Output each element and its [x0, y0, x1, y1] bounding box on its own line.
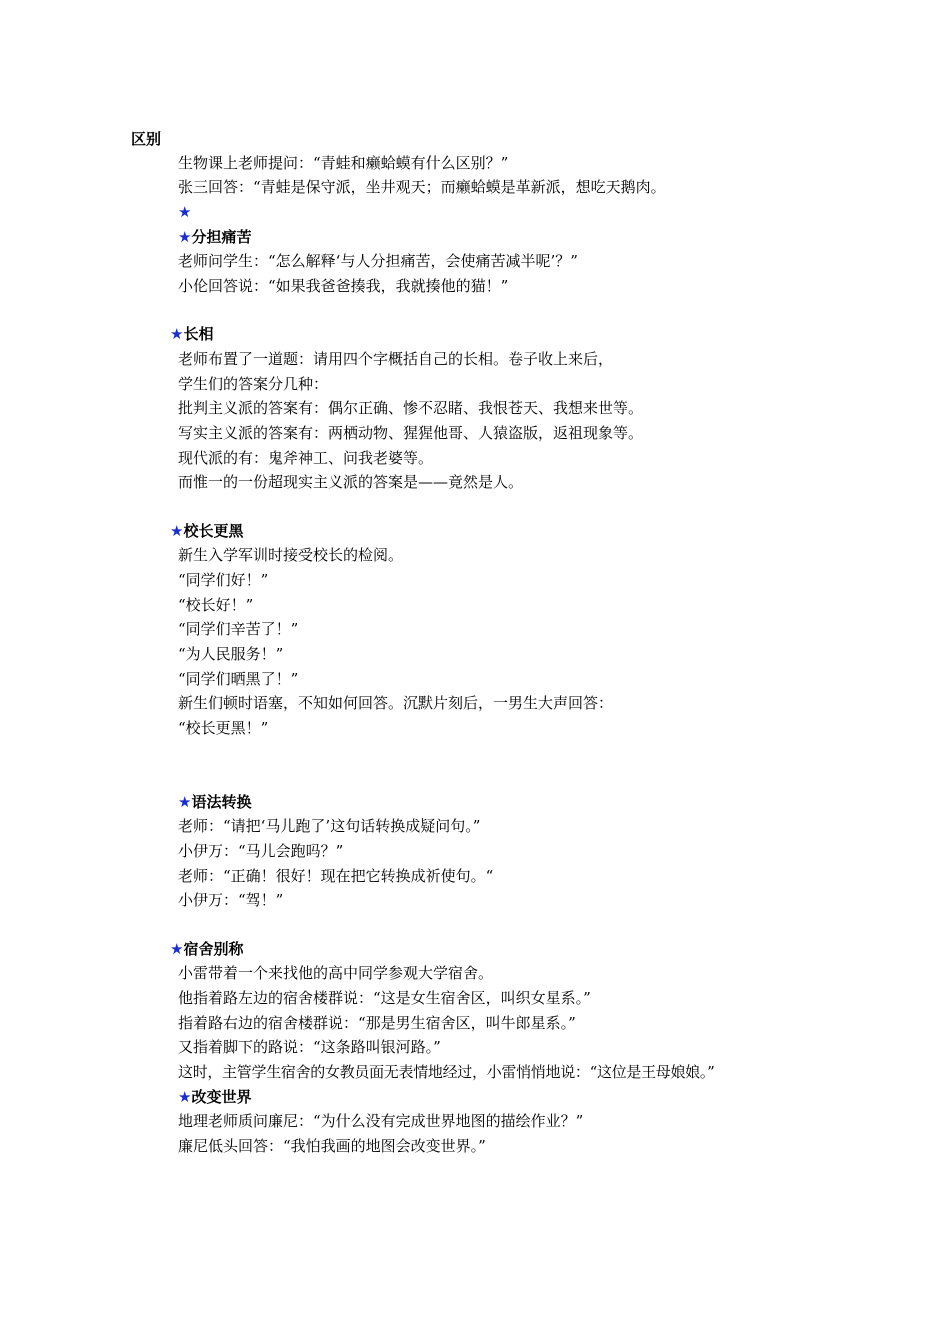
text-line: “为人民服务！” — [178, 645, 284, 663]
text-line: 指着路右边的宿舍楼群说：“那是男生宿舍区，叫牛郎星系。” — [178, 1014, 576, 1032]
section-heading-sushe — [170, 939, 243, 959]
text-line: 廉尼低头回答：“我怕我画的地图会改变世界。” — [178, 1137, 486, 1155]
section-title-fendan: 分担痛苦 — [191, 228, 252, 246]
section-title-xiaozhang: 校长更黑 — [183, 522, 244, 540]
text-line: 又指着脚下的路说：“这条路叫银河路。” — [178, 1038, 441, 1056]
section-title-gaibian: 改变世界 — [191, 1088, 252, 1106]
text-line: 张三回答：“青蛙是保守派，坐井观天；而癞蛤蟆是革新派，想吃天鹅肉。 — [178, 178, 666, 196]
text-line: “校长好！” — [178, 596, 254, 614]
text-line: 地理老师质问廉尼：“为什么没有完成世界地图的描绘作业？” — [178, 1112, 584, 1130]
text-line: “同学们晒黑了！” — [178, 670, 299, 688]
text-line: 小伊万：“马儿会跑吗？” — [178, 842, 344, 860]
star-icon: ★ — [170, 940, 184, 958]
text-line: 现代派的有：鬼斧神工、问我老婆等。 — [178, 449, 434, 467]
section-heading-gaibian — [178, 1087, 251, 1107]
text-line: 小雷带着一个来找他的高中同学参观大学宿舍。 — [178, 964, 494, 982]
text-line: 而惟一的一份超现实主义派的答案是——竟然是人。 — [178, 473, 524, 491]
text-line: “校长更黑！” — [178, 719, 269, 737]
text-line: 小伦回答说：“如果我爸爸揍我，我就揍他的猫！” — [178, 277, 509, 295]
text-line: 老师：“正确！很好！现在把它转换成祈使句。“ — [178, 867, 494, 885]
text-line: 老师：“请把‘马儿跑了’这句话转换成疑问句。” — [178, 817, 481, 835]
text-line: 新生入学军训时接受校长的检阅。 — [178, 546, 404, 564]
section-heading-yufa — [178, 792, 251, 812]
text-line: 这时，主管学生宿舍的女教员面无表情地经过，小雷悄悄地说：“这位是王母娘娘。” — [178, 1063, 715, 1081]
section-title-qubie: 区别 — [131, 130, 162, 148]
text-line: 小伊万：“驾！” — [178, 891, 284, 909]
star-icon: ★ — [170, 325, 184, 343]
section-title-yufa: 语法转换 — [191, 793, 252, 811]
section-heading-xiaozhang — [170, 521, 243, 541]
star-icon: ★ — [178, 1088, 192, 1106]
text-line: 生物课上老师提问：“青蛙和癞蛤蟆有什么区别？” — [178, 154, 509, 172]
star-icon: ★ — [170, 522, 184, 540]
section-heading-zhangxiang — [170, 324, 213, 344]
text-line: “同学们好！” — [178, 571, 269, 589]
text-line: 写实主义派的答案有：两栖动物、猩猩他哥、人猿盗版，返祖现象等。 — [178, 424, 644, 442]
star-icon: ★ — [178, 793, 192, 811]
text-line: 新生们顿时语塞，不知如何回答。沉默片刻后，一男生大声回答： — [178, 694, 614, 712]
section-title-zhangxiang: 长相 — [183, 325, 214, 343]
star-icon: ★ — [178, 228, 192, 246]
star-icon: ★ — [178, 203, 192, 221]
text-line: 老师问学生：“怎么解释‘与人分担痛苦，会使痛苦减半呢’？” — [178, 252, 578, 270]
text-line: 他指着路左边的宿舍楼群说：“这是女生宿舍区，叫织女星系。” — [178, 989, 591, 1007]
section-heading-fendan — [178, 227, 251, 247]
text-line: 老师布置了一道题：请用四个字概括自己的长相。卷子收上来后， — [178, 350, 614, 368]
section-title-sushe: 宿舍别称 — [183, 940, 244, 958]
text-line: 学生们的答案分几种： — [178, 375, 329, 393]
text-line: “同学们辛苦了！” — [178, 620, 299, 638]
text-line: 批判主义派的答案有：偶尔正确、惨不忍睹、我恨苍天、我想来世等。 — [178, 399, 644, 417]
